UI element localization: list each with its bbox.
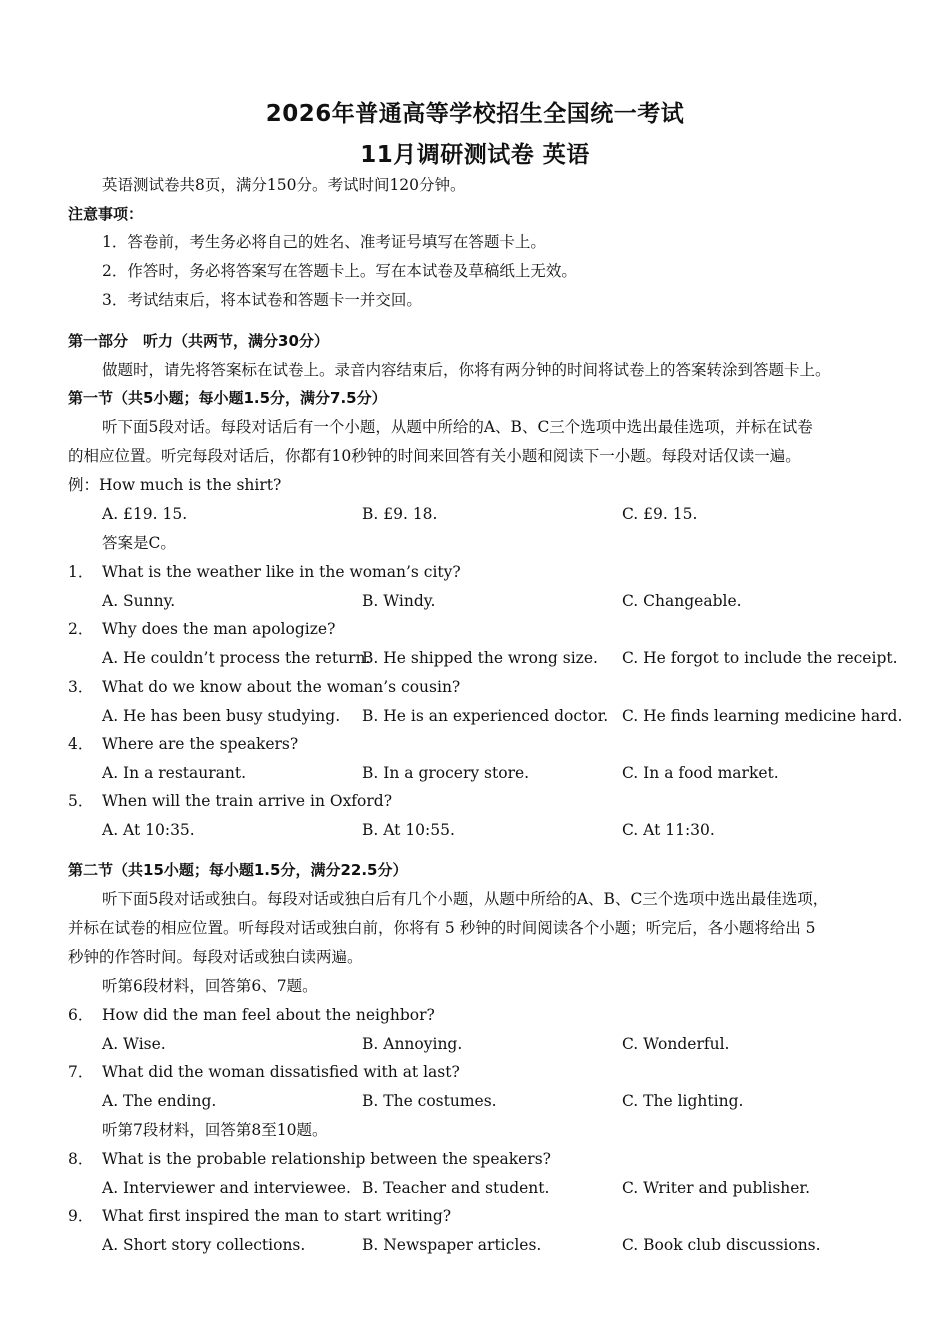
option-c: C. In a food market. (622, 764, 779, 782)
option-a: A. Interviewer and interviewee. (102, 1179, 351, 1197)
question-text: What first inspired the man to start writing? (102, 1207, 452, 1225)
question-text: What is the probable relationship between the speakers? (102, 1150, 551, 1168)
section2-heading: 第二节（共15小题；每小题1.5分，满分22.5分） (68, 861, 408, 879)
question-number: 4． (68, 735, 94, 753)
option-c: C. Writer and publisher. (622, 1179, 811, 1197)
exam-title: 2026年普通高等学校招生全国统一考试 (265, 101, 685, 127)
question-number: 9． (68, 1207, 94, 1225)
option-a: A. The ending. (102, 1092, 217, 1110)
example-option-a: A. £19. 15. (102, 505, 188, 523)
option-b: B. He is an experienced doctor. (362, 707, 609, 725)
example-option-b: B. £9. 18. (362, 505, 438, 523)
section2-instruction: 听下面5段对话或独白。每段对话或独白后有几个小题，从题中所给的A、B、C三个选项中选出最佳选项， (102, 890, 829, 908)
option-a: A. He couldn’t process the return. (102, 649, 371, 667)
exam-subtitle: 11月调研测试卷 英语 (360, 142, 590, 168)
option-a: A. At 10:35. (102, 821, 195, 839)
question-text: Where are the speakers? (102, 735, 299, 753)
option-a: A. Short story collections. (102, 1236, 306, 1254)
question-number: 7． (68, 1063, 94, 1081)
option-b: B. Teacher and student. (362, 1179, 550, 1197)
question-text: Why does the man apologize? (102, 620, 336, 638)
option-b: B. He shipped the wrong size. (362, 649, 598, 667)
option-b: B. At 10:55. (362, 821, 455, 839)
option-c: C. He forgot to include the receipt. (622, 649, 898, 667)
material-note: 听第7段材料，回答第8至10题。 (102, 1121, 328, 1139)
question-number: 2． (68, 620, 94, 638)
exam-intro: 英语测试卷共8页，满分150分。考试时间120分钟。 (102, 176, 466, 194)
section2-instruction: 秒钟的作答时间。每段对话或独白读两遍。 (68, 948, 363, 966)
option-c: C. He finds learning medicine hard. (622, 707, 903, 725)
option-b: B. Newspaper articles. (362, 1236, 542, 1254)
option-a: A. In a restaurant. (102, 764, 247, 782)
section1-heading: 第一节（共5小题；每小题1.5分，满分7.5分） (68, 389, 387, 407)
option-b: B. In a grocery store. (362, 764, 530, 782)
notice-item: 3．考试结束后，将本试卷和答题卡一并交回。 (102, 291, 422, 309)
question-text: When will the train arrive in Oxford? (102, 792, 393, 810)
section2-instruction: 并标在试卷的相应位置。听每段对话或独白前，你将有 5 秒钟的时间阅读各个小题；听完后，各小题将给出 5 (68, 919, 816, 937)
notice-item: 1．答卷前，考生务必将自己的姓名、准考证号填写在答题卡上。 (102, 233, 546, 251)
option-c: C. The lighting. (622, 1092, 744, 1110)
notice-item: 2．作答时，务必将答案写在答题卡上。写在本试卷及草稿纸上无效。 (102, 262, 577, 280)
question-text: What did the woman dissatisfied with at last? (102, 1063, 460, 1081)
question-number: 1． (68, 563, 94, 581)
option-a: A. Sunny. (102, 592, 176, 610)
option-c: C. At 11:30. (622, 821, 715, 839)
section1-instruction: 的相应位置。听完每段对话后，你都有10秒钟的时间来回答有关小题和阅读下一小题。每段对话仅读一遍。 (68, 447, 801, 465)
notice-heading: 注意事项： (68, 205, 144, 223)
option-b: B. The costumes. (362, 1092, 497, 1110)
example-question: 例：How much is the shirt? (68, 476, 282, 494)
question-number: 3． (68, 678, 94, 696)
option-b: B. Annoying. (362, 1035, 463, 1053)
question-text: What is the weather like in the woman’s city? (102, 563, 461, 581)
option-c: C. Wonderful. (622, 1035, 730, 1053)
example-option-c: C. £9. 15. (622, 505, 698, 523)
section1-instruction: 听下面5段对话。每段对话后有一个小题，从题中所给的A、B、C三个选项中选出最佳选项，并标在试卷 (102, 418, 813, 436)
part1-heading: 第一部分 听力（共两节，满分30分） (68, 332, 329, 350)
part1-instruction: 做题时，请先将答案标在试卷上。录音内容结束后，你将有两分钟的时间将试卷上的答案转涂到答题卡上。 (102, 361, 831, 379)
option-b: B. Windy. (362, 592, 436, 610)
question-text: How did the man feel about the neighbor? (102, 1006, 435, 1024)
option-a: A. He has been busy studying. (102, 707, 341, 725)
option-a: A. Wise. (102, 1035, 166, 1053)
option-c: C. Changeable. (622, 592, 742, 610)
question-number: 8． (68, 1150, 94, 1168)
example-answer: 答案是C。 (102, 534, 176, 552)
option-c: C. Book club discussions. (622, 1236, 821, 1254)
question-number: 5． (68, 792, 94, 810)
material-note: 听第6段材料，回答第6、7题。 (102, 977, 318, 995)
question-text: What do we know about the woman’s cousin? (102, 678, 461, 696)
question-number: 6． (68, 1006, 94, 1024)
